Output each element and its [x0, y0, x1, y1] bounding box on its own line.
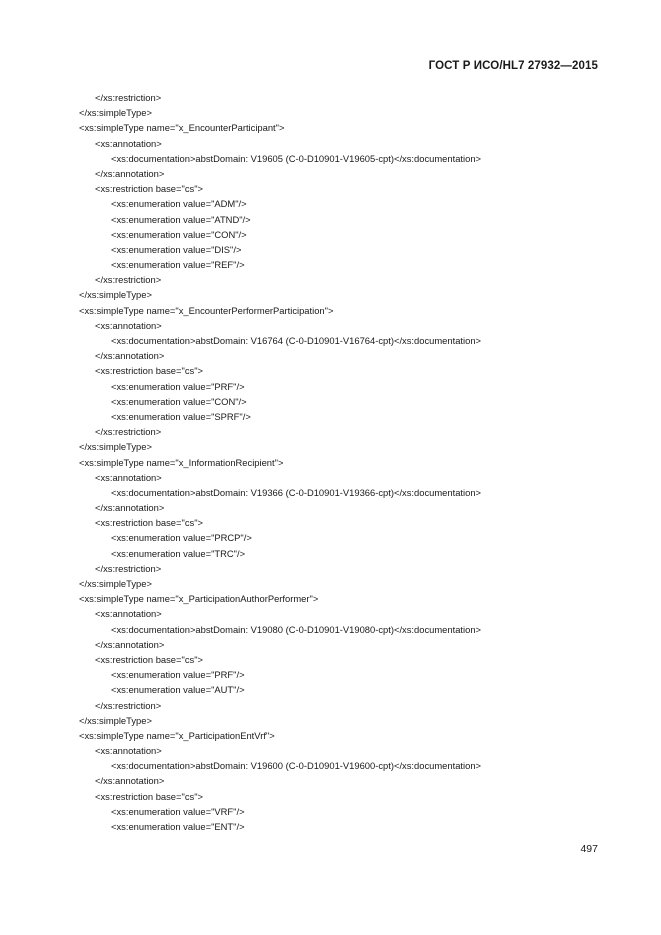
code-line: </xs:simpleType> — [79, 441, 152, 453]
xml-code-listing — [0, 90, 661, 834]
code-line: <xs:enumeration value="PRF"/> — [111, 380, 245, 392]
code-line: </xs:restriction> — [95, 92, 162, 103]
code-line: <xs:annotation> — [95, 319, 162, 331]
code-line: <xs:annotation> — [95, 471, 162, 483]
code-line: </xs:annotation> — [95, 350, 165, 362]
code-line: <xs:restriction base="cs"> — [95, 517, 204, 529]
code-line: </xs:simpleType> — [79, 289, 152, 301]
code-line: </xs:simpleType> — [79, 714, 152, 726]
code-line: <xs:restriction base="cs"> — [95, 365, 204, 377]
code-line: <xs:enumeration value="AUT"/> — [111, 684, 245, 696]
code-line: <xs:enumeration value="ADM"/> — [111, 198, 247, 210]
code-line: </xs:annotation> — [95, 502, 165, 514]
code-line: <xs:enumeration value="TRC"/> — [111, 547, 246, 559]
code-line: <xs:restriction base="cs"> — [95, 653, 204, 665]
code-line: <xs:documentation>abstDomain: V19080 (C-0-D10901-V19080-cpt)</xs:documentation> — [111, 623, 482, 635]
page-number: 497 — [580, 843, 598, 855]
code-line: <xs:enumeration value="PRF"/> — [111, 669, 245, 681]
code-line: <xs:enumeration value="CON"/> — [111, 228, 247, 240]
code-line: </xs:annotation> — [95, 638, 165, 650]
code-line: <xs:documentation>abstDomain: V19605 (C-0-D10901-V19605-cpt)</xs:documentation> — [111, 152, 482, 164]
code-line: </xs:restriction> — [95, 426, 162, 438]
code-line: <xs:enumeration value="CON"/> — [111, 395, 247, 407]
code-line: </xs:simpleType> — [79, 107, 152, 119]
code-line: <xs:enumeration value="ATND"/> — [111, 213, 251, 225]
code-line: <xs:enumeration value="DIS"/> — [111, 243, 242, 255]
code-line: <xs:simpleType name="x_InformationRecipient"> — [79, 456, 284, 468]
code-line: <xs:annotation> — [95, 745, 162, 757]
code-line: <xs:documentation>abstDomain: V19600 (C-0-D10901-V19600-cpt)</xs:documentation> — [111, 760, 482, 772]
standard-code-header: ГОСТ Р ИСО/HL7 27932—2015 — [428, 60, 598, 72]
code-line: <xs:documentation>abstDomain: V19366 (C-0-D10901-V19366-cpt)</xs:documentation> — [111, 486, 482, 498]
code-line: </xs:simpleType> — [79, 578, 152, 589]
code-line: <xs:simpleType name="x_ParticipationEntVrf"> — [79, 729, 275, 741]
code-line: <xs:simpleType name="x_EncounterPerformerParticipation"> — [79, 304, 334, 316]
code-line: </xs:restriction> — [95, 274, 162, 286]
code-line: </xs:annotation> — [95, 775, 165, 787]
code-line: <xs:simpleType name="x_EncounterParticipant"> — [79, 122, 285, 134]
code-line: <xs:documentation>abstDomain: V16764 (C-0-D10901-V16764-cpt)</xs:documentation> — [111, 335, 482, 346]
code-line: <xs:enumeration value="SPRF"/> — [111, 410, 251, 422]
code-line: <xs:simpleType name="x_ParticipationAuthorPerformer"> — [79, 593, 319, 605]
code-line: <xs:restriction base="cs"> — [95, 790, 204, 802]
code-line: <xs:annotation> — [95, 137, 162, 149]
code-line: <xs:annotation> — [95, 608, 162, 620]
code-line: <xs:enumeration value="ENT"/> — [111, 821, 245, 832]
code-line: <xs:restriction base="cs"> — [95, 183, 204, 195]
code-line: <xs:enumeration value="VRF"/> — [111, 805, 245, 817]
code-line: </xs:annotation> — [95, 167, 165, 179]
code-line: </xs:restriction> — [95, 699, 162, 711]
code-line: </xs:restriction> — [95, 562, 162, 574]
code-line: <xs:enumeration value="REF"/> — [111, 259, 245, 271]
code-line: <xs:enumeration value="PRCP"/> — [111, 532, 252, 544]
